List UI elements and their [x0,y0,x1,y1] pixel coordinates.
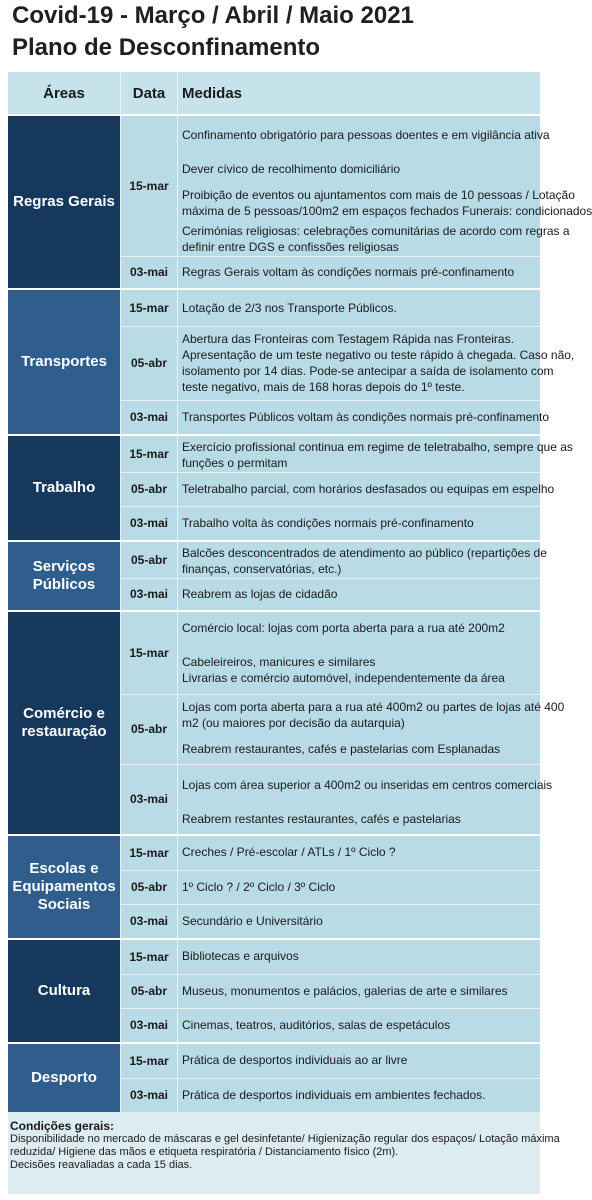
date-cell: 03-mai [121,578,177,610]
area-cell: Cultura [8,940,120,1042]
date-cell: 05-abr [121,326,177,400]
measure-line: isolamento por 14 dias. Pode-se antecipar a saída de isolamento com [182,364,554,378]
row-divider [121,472,540,473]
measures-table [8,72,592,1112]
measures-cell [178,256,540,288]
general-conditions [8,1112,560,1194]
row-divider [121,326,540,327]
measures-cell [178,1078,540,1112]
area-cell: Escolas e Equipamentos Sociais [8,836,120,938]
measure-line: Reabrem restantes restaurantes, cafés e pastelarias [182,812,461,826]
measures-cell [178,436,573,472]
date-cell: 03-mai [121,1078,177,1112]
date-cell: 03-mai [121,400,177,434]
measure-line: Bibliotecas e arquivos [182,949,299,963]
date-cell: 03-mai [121,904,177,938]
measure-line: Transportes Públicos voltam às condições normais pré-confinamento [182,410,550,424]
measure-line: máxima de 5 pessoas/100m2 em espaços fechados Funerais: condicionados [182,204,592,218]
measure-line: finanças, conservatórias, etc.) [182,562,342,576]
measure-line: Comércio local: lojas com porta aberta para a rua até 200m2 [182,621,505,635]
date-cell: 15-mar [121,116,177,256]
measure-line: Prática de desportos individuais ao ar livre [182,1053,408,1067]
date-cell: 05-abr [121,870,177,904]
row-divider [121,904,540,905]
measures-cell [178,472,555,506]
date-cell: 03-mai [121,506,177,540]
footer-line: Decisões reavaliadas a cada 15 dias. [10,1159,193,1171]
measure-line: Proibição de eventos ou ajuntamentos com mais de 10 pessoas / Lotação [182,188,575,202]
measure-line: Creches / Pré-escolar / ATLs / 1º Ciclo ? [182,845,396,859]
measure-line: 1º Ciclo ? / 2º Ciclo / 3º Ciclo [182,880,336,894]
measure-line: Prática de desportos individuais em ambientes fechados. [182,1088,486,1102]
row-divider [121,1008,540,1009]
footer-line: Disponibilidade no mercado de máscaras e gel desinfetante/ Higienização regular dos espaços/ Lotação máxima [10,1133,560,1145]
measures-cell [178,400,550,434]
measures-cell [178,870,540,904]
measure-line: Cabeleireiros, manicures e similares [182,655,376,669]
measures-cell [178,326,575,400]
measure-line: definir entre DGS e confissões religiosas [182,240,399,254]
measure-line: Exercício profissional continua em regime de teletrabalho, sempre que as [182,440,573,454]
header-data: Data [121,72,177,114]
footer-line: reduzida/ Higiene das mãos e etiqueta respiratória / Distanciamento físico (2m). [10,1146,399,1158]
measure-line: Abertura das Fronteiras com Testagem Rápida nas Fronteiras. [182,332,514,346]
row-divider [121,974,540,975]
measures-cell [178,974,540,1008]
date-cell: 05-abr [121,542,177,578]
measures-cell [178,836,540,870]
row-divider [121,400,540,401]
date-cell: 05-abr [121,974,177,1008]
row-divider [121,578,540,579]
measure-line: Regras Gerais voltam às condições normais pré-confinamento [182,265,515,279]
date-cell: 05-abr [121,472,177,506]
measure-line: Teletrabalho parcial, com horários desfasados ou equipas em espelho [182,482,555,496]
row-divider [121,870,540,871]
date-cell: 15-mar [121,940,177,974]
title-line-1: Covid-19 - Março / Abril / Maio 2021 [12,2,414,29]
area-cell: Trabalho [8,436,120,540]
measures-cell [178,764,553,834]
area-cell: Comércio e restauração [8,612,120,834]
measure-line: Lojas com área superior a 400m2 ou inseridas em centros comerciais [182,778,553,792]
footer-title: Condições gerais: [10,1119,115,1133]
measure-line: Museus, monumentos e palácios, galerias de arte e similares [182,984,508,998]
measure-line: Cerimónias religiosas: celebrações comunitárias de acordo com regras a [182,224,570,238]
measure-line: teste negativo, mais de 168 horas depois do 1º teste. [182,380,465,394]
title-line-2: Plano de Desconfinamento [12,34,321,61]
measure-line: Reabrem as lojas de cidadão [182,587,338,601]
page-title [12,0,414,64]
area-cell: Serviços Públicos [8,542,120,610]
date-cell: 15-mar [121,290,177,326]
measure-line: Balcões desconcentrados de atendimento ao público (repartições de [182,546,547,560]
measure-line: m2 (ou maiores por decisão da autarquia) [182,716,405,730]
row-divider [121,506,540,507]
measure-line: Dever cívico de recolhimento domiciliário [182,162,401,176]
measure-line: Secundário e Universitário [182,914,323,928]
measure-line: Lotação de 2/3 nos Transporte Públicos. [182,301,397,315]
date-cell: 15-mar [121,1044,177,1078]
measures-cell [178,694,565,764]
date-cell: 15-mar [121,836,177,870]
measure-line: funções o permitam [182,456,288,470]
date-cell: 05-abr [121,694,177,764]
measure-line: Trabalho volta às condições normais pré-confinamento [182,516,474,530]
area-cell: Transportes [8,290,120,434]
measures-cell [178,612,540,694]
measures-cell [178,904,540,938]
measure-line: Reabrem restaurantes, cafés e pastelarias com Esplanadas [182,742,501,756]
date-cell: 15-mar [121,612,177,694]
measures-cell [178,1044,540,1078]
row-divider [121,256,540,257]
measures-cell [178,542,547,578]
date-cell: 03-mai [121,764,177,834]
date-cell: 15-mar [121,436,177,472]
measures-cell [178,578,540,610]
measure-line: Cinemas, teatros, auditórios, salas de espetáculos [182,1018,451,1032]
date-cell: 03-mai [121,1008,177,1042]
row-divider [121,764,540,765]
date-cell: 03-mai [121,256,177,288]
measures-cell [178,1008,540,1042]
measure-line: Livrarias e comércio automóvel, independentemente da área [182,671,505,685]
header-areas: Áreas [8,72,120,114]
measure-line: Lojas com porta aberta para a rua até 400m2 ou partes de lojas até 400 [182,700,565,714]
area-cell: Desporto [8,1044,120,1112]
measure-line: Confinamento obrigatório para pessoas doentes e em vigilância ativa [182,128,550,142]
measures-cell [178,290,540,326]
header-medidas: Medidas [178,72,540,114]
row-divider [121,1078,540,1079]
measures-cell [178,116,592,256]
measures-cell [178,940,540,974]
measure-line: Apresentação de um teste negativo ou teste rápido à chegada. Caso não, [182,348,575,362]
measures-cell [178,506,540,540]
row-divider [121,694,540,695]
area-cell: Regras Gerais [8,116,120,288]
